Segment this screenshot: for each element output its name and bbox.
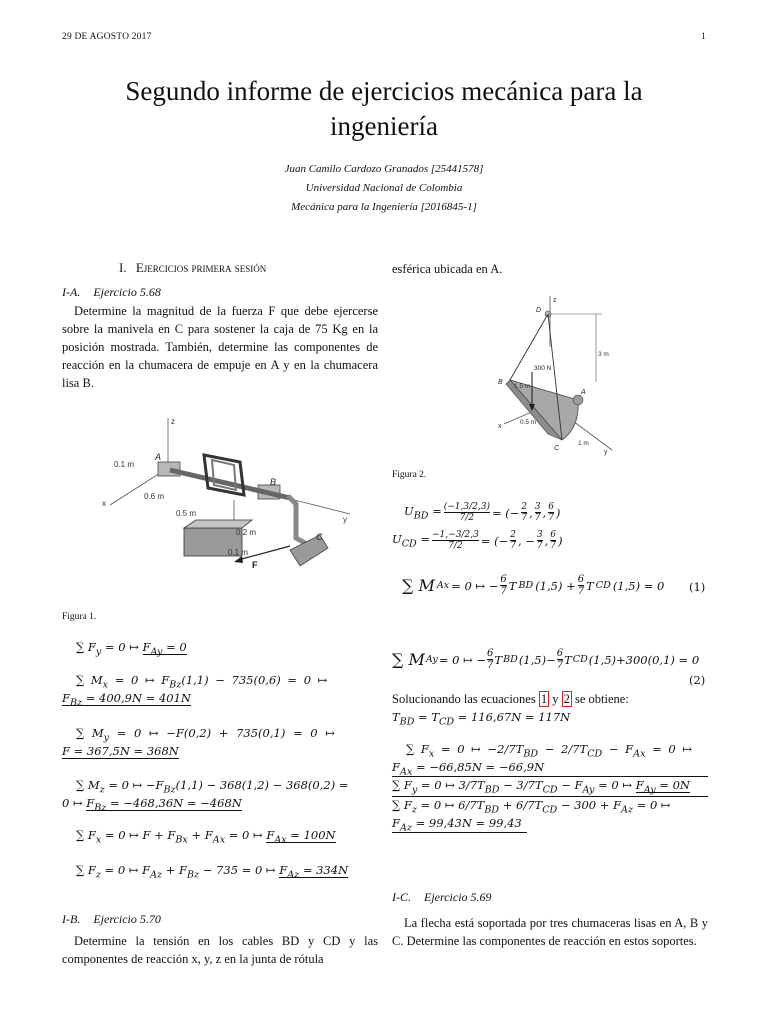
paragraph-b-continued: esférica ubicada en A. [392, 262, 503, 276]
fig1-dim-06: 0.6 m [144, 492, 165, 501]
fig1-c-label: C [316, 532, 323, 542]
equation-sum-fz: ∑ $F_z = 0$ ↦ $F_{Az} + F_{Bz} - 735 = 0$ ↦ $F_{Az} = 334N$ [76, 863, 349, 881]
subsection-heading-a: I-A. Ejercicio 5.68 [62, 285, 161, 299]
equation-fbz-result-2: 0 ↦ $F_{Bz} = -468,36N = -468N$ [62, 796, 242, 814]
fig1-x-label: x [102, 499, 106, 508]
fig2-y-label: y [604, 449, 608, 456]
title-line-2: ingeniería [330, 111, 438, 141]
paragraph-c: La flecha está soportada por tres chumaceras lisas en A, B y C. Determine las componentes de reacción en estos soportes. [392, 916, 708, 948]
figure-1-caption: Figura 1. [62, 612, 97, 622]
fig2-b-label: B [498, 379, 503, 386]
equation-ref-2[interactable]: 2 [563, 692, 570, 706]
equation-sum-fy: ∑ $F_y = 0$ ↦ $F_{Ay} = 0$ [76, 640, 187, 658]
author-name: Juan Camilo Cardozo Granados [25441578] [284, 163, 484, 175]
equation-ref-1[interactable]: 1 [540, 692, 548, 706]
equation-fax-result: $F_{Ax} = -66,85N = -66,9N$ [392, 760, 545, 778]
fig2-dim-3m: 3 m [598, 351, 609, 358]
running-header-date: 29 DE AGOSTO 2017 [62, 32, 152, 42]
subsection-heading-b: I-B. Ejercicio 5.70 [62, 912, 161, 926]
equation-number-1: (1) [689, 580, 706, 594]
solution-sentence: Solucionando las ecuaciones 1 y 2 se obtiene: [392, 692, 629, 706]
fig1-a-label: A [155, 452, 162, 462]
equation-sum-my: ∑ $M_y = 0$ ↦ −F(0,2) + 735(0,1) = 0 ↦ [76, 726, 335, 744]
page-number: 1 [701, 32, 706, 42]
fig2-z-label: z [553, 297, 557, 304]
equation-unit-vector-cd: $U_{CD}$ = $\frac{-1,-3/2,3}{7/2}$ = (− $\frac{2}{7}$ , − $\frac{3}{7}$ , 6 7 ) [392, 530, 563, 551]
equation-number-2: (2) [689, 673, 706, 687]
fig1-dim-02: 0.2 m [236, 528, 257, 537]
fig2-a-label: A [581, 389, 586, 396]
equation-unit-vector-bd: $U_{BD}$ = $\frac{(-1,3/2,3)}{7/2}$ = (− $\frac{2}{7}$ , 3 7 , 6 7 ) [404, 502, 561, 523]
fig2-dim-15m: 1.5 m [514, 383, 531, 390]
equation-f-result: F = 367,5N = 368N [62, 744, 179, 758]
fig1-z-label: z [171, 417, 175, 426]
paragraph-a: Determine la magnitud de la fuerza F que debe ejercerse sobre la manivela en C para sostener la caja de 75 Kg en la posición mostrada. También, determine las componentes de reacción en la chumacera de empuje en A y en la chumacera lisa B. [62, 304, 378, 390]
fig1-dim-01b: 0.1 m [228, 548, 249, 557]
title-line-1: Segundo informe de ejercicios mecánica para la [125, 76, 643, 106]
divider-line-3 [392, 832, 527, 833]
equation-sum-mz: ∑ $M_z = 0$ ↦ $-F_{Bz}(1,1) - 368(1,2) - 368(0,2)$ = [76, 778, 349, 796]
fig2-dim-1m: 1 m [578, 440, 589, 447]
author-course: Mecánica para la Ingeniería [2016845-1] [291, 201, 477, 213]
section-heading: I. Ejercicios primera sesión [119, 260, 267, 275]
fig2-dim-05m: 0.5 m [520, 419, 537, 426]
equation-sum-fy-b: ∑ $F_y = 0$ ↦ $3/7T_{BD} - 3/7T_{CD} - F_{Ay} = 0$ ↦ $F_{Ay} = 0N$ [392, 778, 690, 796]
paper-title [0, 74, 768, 144]
equation-fbz-result: $F_{Bz} = 400,9N = 401N$ [62, 691, 191, 709]
equation-moment-ax: ∑ M Ax = 0 ↦ − $\frac{6}{7}$ T BD (1,5) + $\frac{6}{7}$ T CD (1,5) = 0 [402, 574, 665, 597]
divider-line-2 [392, 796, 708, 797]
equation-moment-ay: ∑ M Ay = 0 ↦ − $\frac{6}{7}$ T BD (1,5)− $\frac{6}{7}$ T CD (1,5)+300(0,1) = 0 [392, 648, 700, 671]
figure-2-caption: Figura 2. [392, 470, 427, 480]
fig1-b-label: B [270, 477, 277, 487]
fig2-c-label: C [554, 445, 560, 452]
divider-line [392, 776, 708, 777]
fig2-force-label: 300 N [534, 365, 552, 372]
equation-sum-fx-b: ∑ $F_x = 0$ ↦ $-2/7T_{BD} - 2/7T_{CD} - F_{Ax} = 0$ ↦ [406, 742, 693, 760]
subsection-heading-c: I-C. Ejercicio 5.69 [392, 890, 492, 904]
author-affiliation: Universidad Nacional de Colombia [305, 182, 463, 194]
fig1-y-label: y [343, 515, 347, 524]
equation-sum-mx: ∑ $M_x = 0$ ↦ $F_{Bz}(1,1) - 735(0,6) = 0$ ↦ [76, 673, 328, 691]
equation-sum-fx: ∑ $F_x = 0$ ↦ $F + F_{Bx} + F_{Ax} = 0$ ↦ $F_{Ax} = 100N$ [76, 828, 336, 846]
equation-sum-fz-b: ∑ $F_z = 0$ ↦ $6/7T_{BD} + 6/7T_{CD} - 300 + F_{Az} = 0$ ↦ [392, 798, 671, 816]
figure-1-diagram [100, 410, 360, 580]
paragraph-b: Determine la tensión en los cables BD y CD y las componentes de reacción x, y, z en la junta de rótula [62, 934, 378, 966]
fig1-dim-01: 0.1 m [114, 460, 135, 469]
author-block [0, 160, 768, 217]
equation-faz-result: $F_{Az} = 99,43N = 99,43$ [392, 816, 522, 834]
fig1-f-label: F [252, 560, 258, 570]
figure-2-diagram [492, 292, 622, 457]
fig2-d-label: D [536, 307, 542, 314]
equation-tension-result: $T_{BD} = T_{CD} = 116,67N = 117N$ [392, 710, 571, 728]
fig1-dim-05: 0.5 m [176, 509, 197, 518]
fig2-x-label: x [498, 423, 502, 430]
